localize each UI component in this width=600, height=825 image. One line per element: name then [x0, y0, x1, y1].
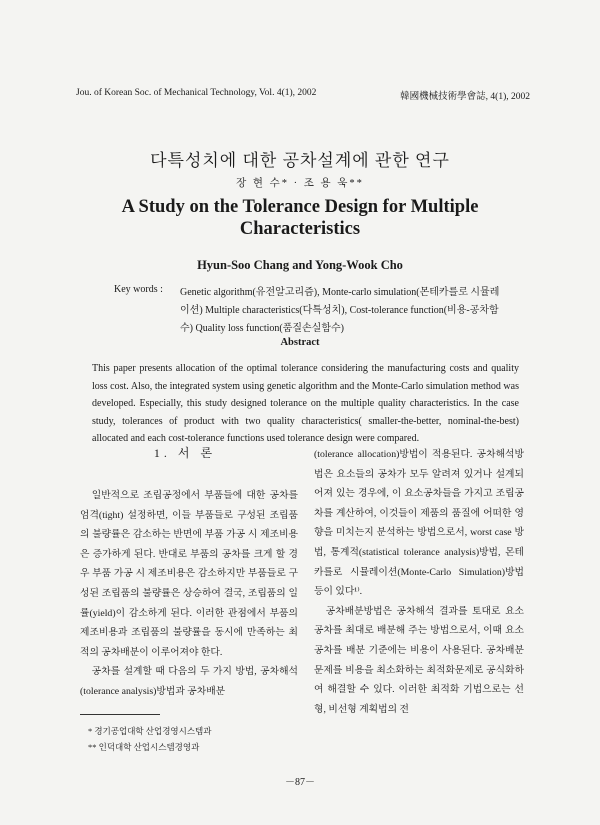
footnote-divider: [80, 714, 160, 715]
authors-english: Hyun-Soo Chang and Yong-Wook Cho: [197, 258, 403, 272]
left-paragraph-2: 공차를 설계할 때 다음의 두 가지 방법, 공차해석(tolerance analysis)방법과 공차배분: [80, 666, 298, 697]
right-paragraph-1: (tolerance allocation)방법이 적용된다. 공차해석방법은 요소들의 공차가 모두 알려져 있거나 설계되어져 있는 경우에, 이 요소공차들을 가지고 조립공차를 계산하여, 이것들이 제품의 품질에 어떠한 영향을 미치는지 분석하는 방법으로서, worst case 방법, 통계적(statistical tolerance analysis)방법, 몬테카를로 시뮬레이션(Monte-Carlo Simulation)방법 등이 있다¹⁾.: [314, 449, 524, 598]
footnote-1: * 경기공업대학 산업경영시스템과: [88, 726, 212, 736]
journal-header-korean: 韓國機械技術學會誌, 4(1), 2002: [400, 92, 530, 102]
left-column: [80, 486, 298, 702]
footnote-2: ** 인덕대학 산업시스템경영과: [88, 742, 200, 752]
abstract-body: This paper presents allocation of the optimal tolerance considering the manufacturing costs and quality loss cost. Also, the integrated system using genetic algorithm and the Monte-Carlo simulation method was developed. Especially, this study designed tolerance on the multiple quality characteristics. In the case study, tolerances of product with two quality characteristics( smaller-the-better, nominal-the-best) allocated and each cost-tolerance functions used tolerance design were compared.: [92, 363, 519, 444]
keywords-label: Key words :: [114, 284, 163, 295]
keywords-text: Genetic algorithm(유전알고리즘), Monte-carlo simulation(몬테카를로 시뮬레이션) Multiple characteristics(다특성치), Cost-tolerance function(비용-공차함수) Quality loss function(품질손실함수): [180, 287, 500, 334]
right-column: [314, 445, 524, 719]
journal-header-english: Jou. of Korean Soc. of Mechanical Technology, Vol. 4(1), 2002: [76, 88, 317, 98]
left-paragraph-1: 일반적으로 조립공정에서 부품들에 대한 공차를 엄격(tight) 설정하면, 이들 부품들로 구성된 조립품의 불량률은 감소하는 반면에 부품 가공 시 제조비용은 증가하게 된다. 반대로 부품의 공차를 크게 할 경우 부품 가공 시 제조비용은 감소하지만 부품들로 구성된 조립품의 불량률은 상승하여 결국, 조립품의 일률(yield)이 감소하게 된다. 이러한 관점에서 부품의 제조비용과 조립품의 불량률을 동시에 만족하는 최적의 공차배분이 이루어져야 한다.: [80, 490, 298, 658]
title-korean: 다특성치에 대한 공차설계에 관한 연구: [150, 151, 450, 170]
abstract-heading: Abstract: [280, 337, 320, 348]
right-paragraph-2: 공차배분방법은 공차해석 결과를 토대로 요소공차를 최대로 배분해 주는 방법으로서, 이때 요소공차를 배분 기준에는 비용이 사용된다. 공차배분 문제를 비용을 최소화하는 최적화문제로 공식화하여 해결할 수 있다. 이러한 최적화 기법으로는 선형, 비선형 계획법의 전: [314, 605, 524, 715]
title-english: A Study on the Tolerance Design for Multiple Characteristics: [121, 197, 479, 239]
section-heading: 1. 서 론: [153, 446, 217, 460]
authors-korean: 장 현 수* · 조 용 욱**: [236, 178, 364, 189]
page-number: －87－: [285, 777, 315, 788]
